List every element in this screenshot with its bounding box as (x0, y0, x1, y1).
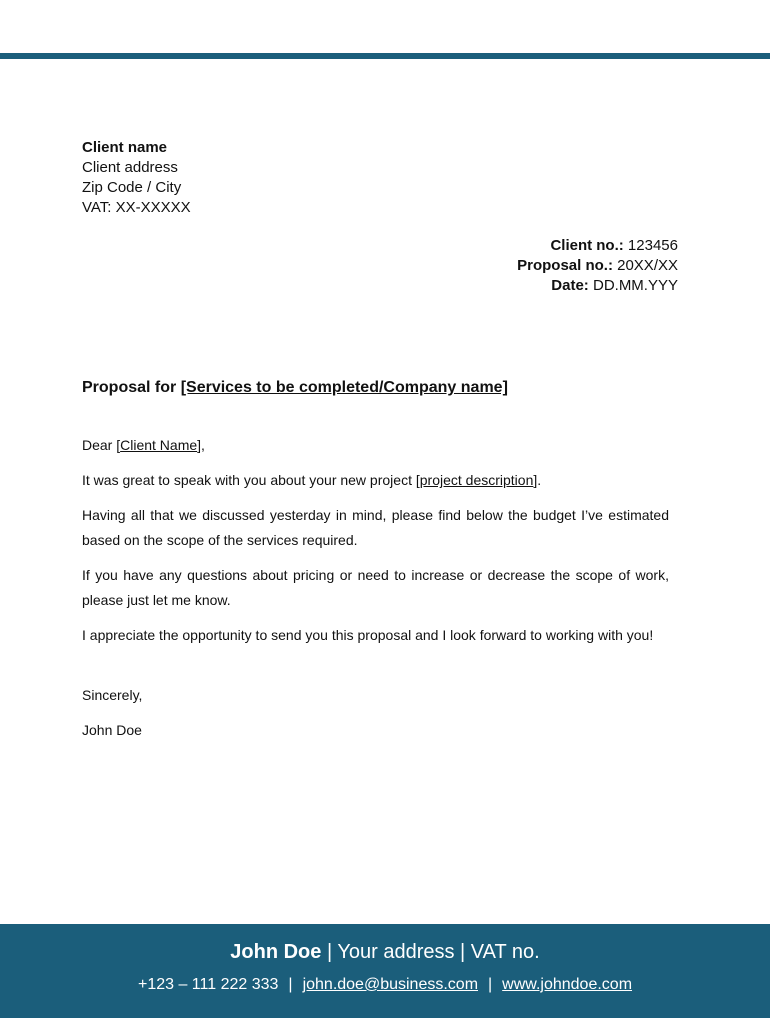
footer-phone: +123 – 111 222 333 (137, 976, 279, 993)
proposal-title (82, 378, 508, 398)
client-number-row (517, 236, 678, 256)
client-zip-city: Zip Code / City (82, 179, 182, 196)
client-number-value: 123456 (623, 237, 678, 254)
footer-contacts (0, 974, 770, 996)
proposal-number-label: Proposal no.: (517, 257, 613, 274)
footer (0, 924, 770, 1018)
proposal-number-row (517, 256, 678, 276)
paragraph-1 (82, 468, 669, 493)
greeting (82, 433, 669, 458)
paragraph-1-prefix: It was great to speak with you about your new project [ (82, 472, 420, 488)
date-row (517, 276, 678, 296)
proposal-title-placeholder: [Services to be completed/Company name] (180, 379, 508, 396)
footer-email-link[interactable]: john.doe@business.com (302, 976, 479, 993)
date-label: Date: (551, 277, 589, 294)
footer-separator: | (288, 976, 293, 993)
closing: Sincerely, (82, 687, 143, 703)
proposal-number-value: 20XX/XX (612, 257, 678, 274)
header-accent-bar (0, 53, 770, 59)
footer-name: John Doe (230, 941, 322, 963)
greeting-client-name: Client Name (120, 437, 198, 453)
client-address: Client address (82, 159, 178, 176)
client-name: Client name (82, 139, 168, 156)
paragraph-3: If you have any questions about pricing or need to increase or decrease the scope of work, please just let me know. (82, 567, 669, 608)
proposal-title-prefix: Proposal for (82, 379, 181, 396)
client-number-label: Client no.: (550, 237, 624, 254)
paragraph-2: Having all that we discussed yesterday in mind, please find below the budget I’ve estimated based on the scope of the services required. (82, 507, 669, 548)
footer-address-vat: | Your address | VAT no. (321, 941, 540, 963)
document-meta (517, 236, 678, 296)
signature: John Doe (82, 722, 142, 738)
footer-website-link[interactable]: www.johndoe.com (502, 976, 633, 993)
paragraph-4: I appreciate the opportunity to send you this proposal and I look forward to working with you! (82, 627, 654, 643)
footer-separator: | (488, 976, 493, 993)
client-info (82, 138, 191, 218)
paragraph-1-suffix: ]. (533, 472, 542, 488)
client-vat: VAT: XX-XXXXX (82, 199, 191, 216)
greeting-suffix: ], (197, 437, 205, 453)
project-description-placeholder: project description (419, 472, 534, 488)
date-value: DD.MM.YYY (588, 277, 678, 294)
greeting-prefix: Dear [ (82, 437, 121, 453)
footer-identity (0, 940, 770, 964)
